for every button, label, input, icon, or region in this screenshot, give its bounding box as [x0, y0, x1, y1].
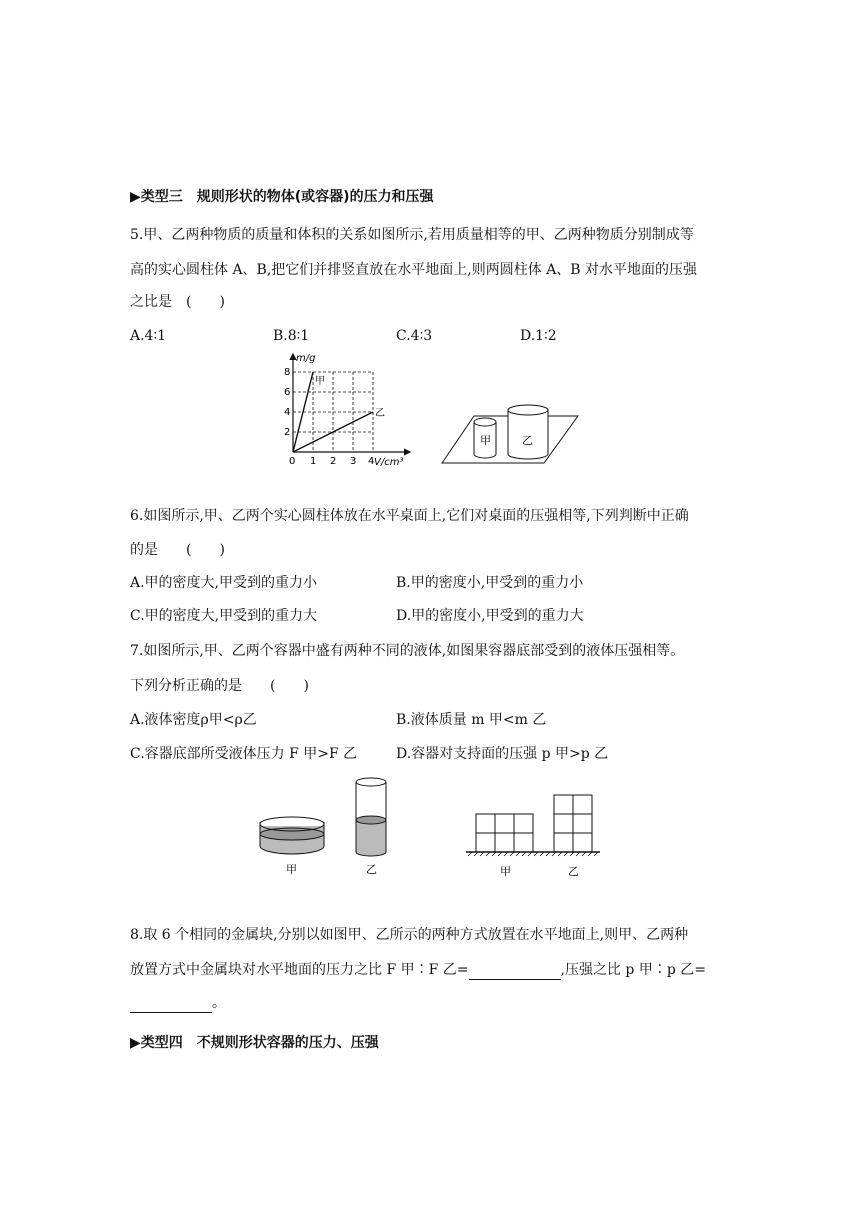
q5-line1: 5.甲、乙两种物质的质量和体积的关系如图所示,若用质量相等的甲、乙两种物质分别制成等	[130, 227, 694, 243]
q6-line1: 6.如图所示,甲、乙两个实心圆柱体放在水平桌面上,它们对桌面的压强相等,下列判断中正确	[130, 508, 689, 524]
q8-force-ratio-text: 放置方式中金属块对水平地面的压力之比 F 甲∶F 乙=	[130, 962, 469, 978]
q8-period: 。	[212, 995, 226, 1011]
container-jia-label: 甲	[286, 863, 297, 876]
blocks-figure	[462, 786, 612, 880]
pressure-ratio-blank[interactable]	[130, 998, 212, 1013]
cylinders-figure	[440, 398, 580, 468]
series-yi-label: 乙	[375, 408, 385, 419]
q6-option-b: B.甲的密度小,甲受到的重力小	[396, 575, 584, 591]
y-tick: 4	[284, 407, 291, 418]
container-yi-label: 乙	[366, 863, 377, 876]
section4-title: ▶类型四 不规则形状容器的压力、压强	[130, 1035, 379, 1051]
q6-option-d: D.甲的密度小,甲受到的重力大	[396, 608, 584, 624]
q7-option-a: A.液体密度ρ甲<ρ乙	[130, 712, 257, 728]
q5-line2: 高的实心圆柱体 A、B,把它们并排竖直放在水平地面上,则两圆柱体 A、B 对水平地面的压强	[130, 262, 698, 278]
force-ratio-blank[interactable]	[469, 965, 561, 980]
blocks-yi-label: 乙	[568, 865, 579, 878]
y-tick: 6	[284, 387, 291, 398]
cylinder-yi-label: 乙	[522, 434, 533, 447]
cylinder-jia-label: 甲	[480, 434, 491, 447]
series-jia-label: 甲	[315, 376, 325, 387]
x-tick: 2	[330, 456, 337, 467]
containers-figure	[252, 772, 402, 878]
graph-grid	[293, 372, 373, 452]
q5-option-d: D.1∶2	[520, 328, 557, 344]
container-jia	[260, 817, 324, 854]
q8-line2	[130, 960, 706, 980]
q7-line1: 7.如图所示,甲、乙两个容器中盛有两种不同的液体,如图果容器底部受到的液体压强相等。	[130, 643, 685, 659]
y-axis-label: m/g	[296, 353, 316, 364]
q7-line2: 下列分析正确的是 ( )	[130, 678, 309, 694]
y-tick: 8	[284, 367, 291, 378]
x-axis-label: V/cm³	[374, 457, 404, 468]
mass-volume-graph	[270, 348, 420, 468]
blocks-jia-label: 甲	[500, 865, 511, 878]
y-tick: 2	[284, 427, 291, 438]
q5-option-b: B.8∶1	[273, 328, 310, 344]
q7-option-c: C.容器底部所受液体压力 F 甲>F 乙	[130, 746, 358, 762]
q5-line3: 之比是 ( )	[130, 294, 225, 310]
x-tick: 1	[310, 456, 317, 467]
section3-title: ▶类型三 规则形状的物体(或容器)的压力和压强	[130, 189, 434, 205]
x-tick: 0	[289, 456, 296, 467]
container-yi	[356, 778, 386, 856]
cylinder-yi	[508, 405, 548, 459]
q8-line1: 8.取 6 个相同的金属块,分别以如图甲、乙所示的两种方式放置在水平地面上,则甲、乙两种	[130, 927, 689, 943]
q7-option-d: D.容器对支持面的压强 p 甲>p 乙	[396, 746, 609, 762]
blocks-jia	[476, 814, 533, 852]
q6-line2: 的是 ( )	[130, 542, 225, 558]
q8-pressure-ratio-text: ,压强之比 p 甲∶p 乙=	[560, 962, 706, 978]
x-tick: 3	[350, 456, 357, 467]
q5-option-c: C.4∶3	[396, 328, 433, 344]
x-tick: 4	[368, 456, 375, 467]
q6-option-c: C.甲的密度大,甲受到的重力大	[130, 608, 318, 624]
q6-option-a: A.甲的密度大,甲受到的重力小	[130, 575, 318, 591]
blocks-yi	[554, 795, 592, 852]
q5-option-a: A.4∶1	[130, 328, 167, 344]
q8-line3	[130, 993, 226, 1013]
q7-option-b: B.液体质量 m 甲<m 乙	[396, 712, 547, 728]
